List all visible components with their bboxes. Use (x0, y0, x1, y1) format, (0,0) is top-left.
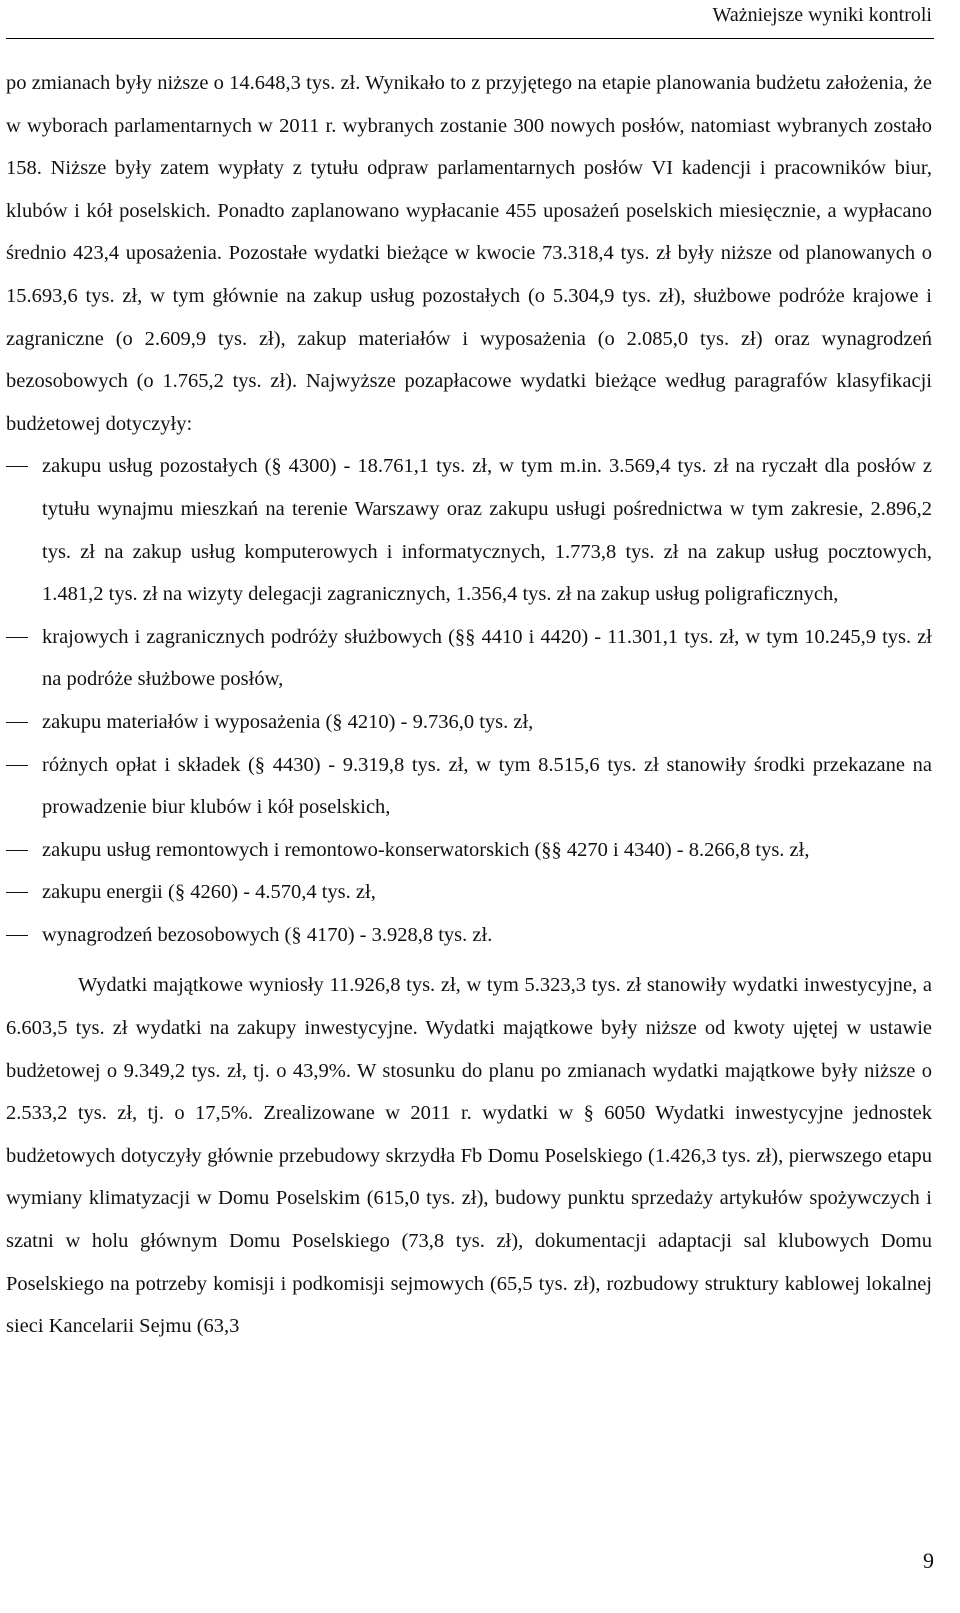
list-item (6, 744, 932, 829)
running-header: Ważniejsze wyniki kontroli (712, 4, 932, 26)
page-number: 9 (923, 1548, 934, 1573)
list-item (6, 701, 932, 744)
list-item-text: różnych opłat i składek (§ 4430) - 9.319,8 tys. zł, w tym 8.515,6 tys. zł stanowiły środki przekazane na prowadzenie biur klubów i kół poselskich, (42, 753, 932, 819)
list-item (6, 914, 932, 957)
list-item-text: zakupu energii (§ 4260) - 4.570,4 tys. zł, (42, 881, 376, 904)
paragraph-2: Wydatki majątkowe wyniosły 11.926,8 tys. zł, w tym 5.323,3 tys. zł stanowiły wydatki inwestycyjne, a 6.603,5 tys. zł wydatki na zakupy inwestycyjne. Wydatki majątkowe były niższe od kwoty ujętej w ustawie budżetowej o 9.349,2 tys. zł, tj. o 43,9%. W stosunku do planu po zmianach wydatki majątkowe były niższe o 2.533,2 tys. zł, tj. o 17,5%. Zrealizowane w 2011 r. wydatki w § 6050 Wydatki inwestycyjne jednostek budżetowych dotyczyły głównie przebudowy skrzydła Fb Domu Poselskiego (1.426,3 tys. zł), pierwszego etapu wymiany klimatyzacji w Domu Poselskim (615,0 tys. zł), budowy punktu sprzedaży artykułów spożywczych i szatni w holu głównym Domu Poselskiego (73,8 tys. zł), dokumentacji adaptacji sal klubowych Domu Poselskiego na potrzeby komisji i podkomisji sejmowych (65,5 tys. zł), rozbudowy struktury kablowej lokalnej sieci Kancelarii Sejmu (63,3 (6, 974, 932, 1338)
paragraph-1: po zmianach były niższe o 14.648,3 tys. zł. Wynikało to z przyjętego na etapie planowania budżetu założenia, że w wyborach parlamentarnych w 2011 r. wybranych zostanie 300 nowych posłów, natomiast wybranych zostało 158. Niższe były zatem wypłaty z tytułu odpraw parlamentarnych posłów VI kadencji i pracowników biur, klubów i kół poselskich. Ponadto zaplanowano wypłacanie 455 uposażeń poselskich miesięcznie, a wypłacano średnio 423,4 uposażenia. Pozostałe wydatki bieżące w kwocie 73.318,4 tys. zł były niższe od planowanych o 15.693,6 tys. zł, w tym głównie na zakup usług pozostałych (o 5.304,9 tys. zł), służbowe podróże krajowe i zagraniczne (o 2.609,9 tys. zł), zakup materiałów i wyposażenia (o 2.085,0 tys. zł) oraz wynagrodzeń bezosobowych (o 1.765,2 tys. zł). Najwyższe pozapłacowe wydatki bieżące według paragrafów klasyfikacji budżetowej dotyczyły: (6, 72, 932, 435)
list-item (6, 616, 932, 701)
list-item (6, 871, 932, 914)
list-item-text: zakupu usług pozostałych (§ 4300) - 18.761,1 tys. zł, w tym m.in. 3.569,4 tys. zł na ryczałt dla posłów z tytułu wynajmu mieszkań na terenie Warszawy oraz zakupu usługi pośrednictwa w tym zakresie, 2.896,2 tys. zł na zakup usług komputerowych i informatycznych, 1.773,8 tys. zł na zakup usług pocztowych, 1.481,2 tys. zł na wizyty delegacji zagranicznych, 1.356,4 tys. zł na zakup usług poligraficznych, (42, 455, 932, 606)
dash-bullet-icon (6, 722, 28, 723)
dash-bullet-icon (6, 935, 28, 936)
expense-list (6, 445, 932, 956)
dash-bullet-icon (6, 637, 28, 638)
list-item-text: zakupu usług remontowych i remontowo-konserwatorskich (§§ 4270 i 4340) - 8.266,8 tys. zł, (42, 838, 810, 861)
list-item-text: wynagrodzeń bezosobowych (§ 4170) - 3.928,8 tys. zł. (42, 923, 493, 946)
dash-bullet-icon (6, 466, 28, 467)
body-text (6, 62, 932, 1348)
dash-bullet-icon (6, 892, 28, 893)
dash-bullet-icon (6, 765, 28, 766)
header-rule (6, 38, 934, 39)
list-item-text: krajowych i zagranicznych podróży służbowych (§§ 4410 i 4420) - 11.301,1 tys. zł, w tym 10.245,9 tys. zł na podróże służbowe posłów, (42, 625, 932, 691)
list-item-text: zakupu materiałów i wyposażenia (§ 4210) - 9.736,0 tys. zł, (42, 710, 534, 733)
list-item (6, 445, 932, 615)
list-item (6, 829, 932, 872)
dash-bullet-icon (6, 850, 28, 851)
